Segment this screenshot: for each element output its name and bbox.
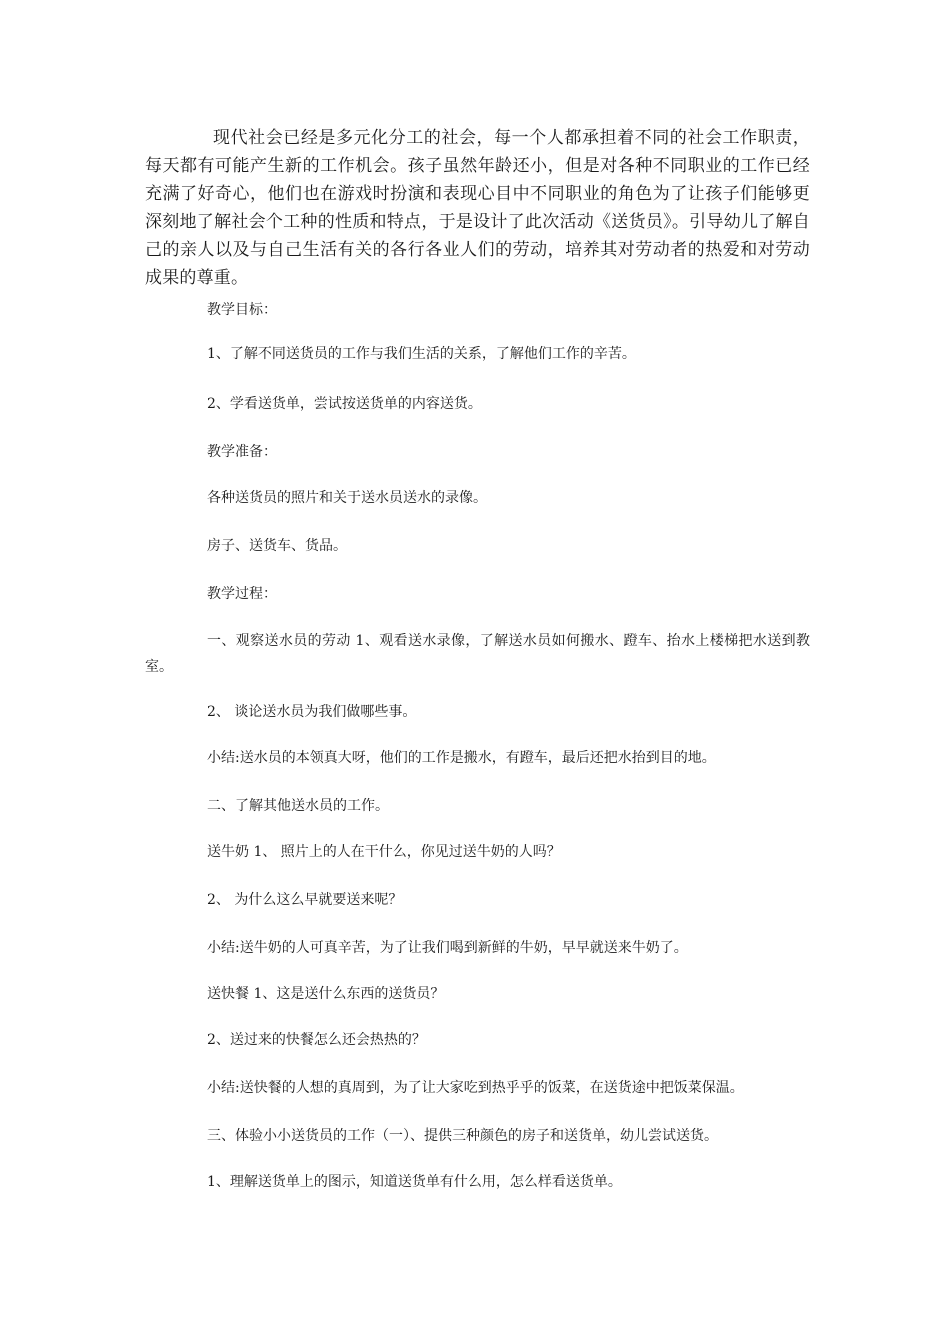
prep-heading: 教学准备：: [207, 444, 277, 460]
process-heading: 教学过程：: [207, 586, 277, 602]
step-3: 三、体验小小送货员的工作（一）、提供三种颜色的房子和送货单，幼儿尝试送货。: [207, 1128, 718, 1144]
summary-meal: 小结:送快餐的人想的真周到，为了让大家吃到热乎乎的饭菜，在送货途中把饭菜保温。: [207, 1080, 744, 1096]
goals-heading: 教学目标：: [207, 302, 277, 318]
milk-1: 送牛奶 1、 照片上的人在干什么，你见过送牛奶的人吗？: [207, 844, 561, 860]
step-2: 二、了解其他送水员的工作。: [207, 798, 389, 814]
goal-2: 2、学看送货单，尝试按送货单的内容送货。: [207, 396, 482, 412]
goal-1: 1、了解不同送货员的工作与我们生活的关系，了解他们工作的辛苦。: [207, 346, 636, 362]
milk-2: 2、 为什么这么早就要送来呢？: [207, 892, 403, 908]
step-1-2: 2、 谈论送水员为我们做哪些事。: [207, 704, 417, 720]
step-3-1: 1、理解送货单上的图示，知道送货单有什么用，怎么样看送货单。: [207, 1174, 622, 1190]
meal-1: 送快餐 1、这是送什么东西的送货员？: [207, 986, 445, 1002]
step-1: 一、观察送水员的劳动 1、观看送水录像，了解送水员如何搬水、蹬车、抬水上楼梯把水送到教室。: [145, 633, 810, 675]
prep-1: 各种送货员的照片和关于送水员送水的录像。: [207, 490, 487, 506]
meal-2: 2、送过来的快餐怎么还会热热的？: [207, 1032, 426, 1048]
summary-1: 小结:送水员的本领真大呀，他们的工作是搬水，有蹬车，最后还把水抬到目的地。: [207, 750, 716, 766]
intro-paragraph: 现代社会已经是多元化分工的社会，每一个人都承担着不同的社会工作职责，每天都有可能产生新的工作机会。孩子虽然年龄还小，但是对各种不同职业的工作已经充满了好奇心，他们也在游戏时扮演和表现心目中不同职业的角色为了让孩子们能够更深刻地了解社会个工种的性质和特点，于是设计了此次活动《送货员》。引导幼儿了解自己的亲人以及与自己生活有关的各行各业人们的劳动，培养其对劳动者的热爱和对劳动成果的尊重。: [145, 128, 810, 288]
prep-2: 房子、送货车、货品。: [207, 538, 347, 554]
summary-milk: 小结:送牛奶的人可真辛苦，为了让我们喝到新鲜的牛奶，早早就送来牛奶了。: [207, 940, 688, 956]
